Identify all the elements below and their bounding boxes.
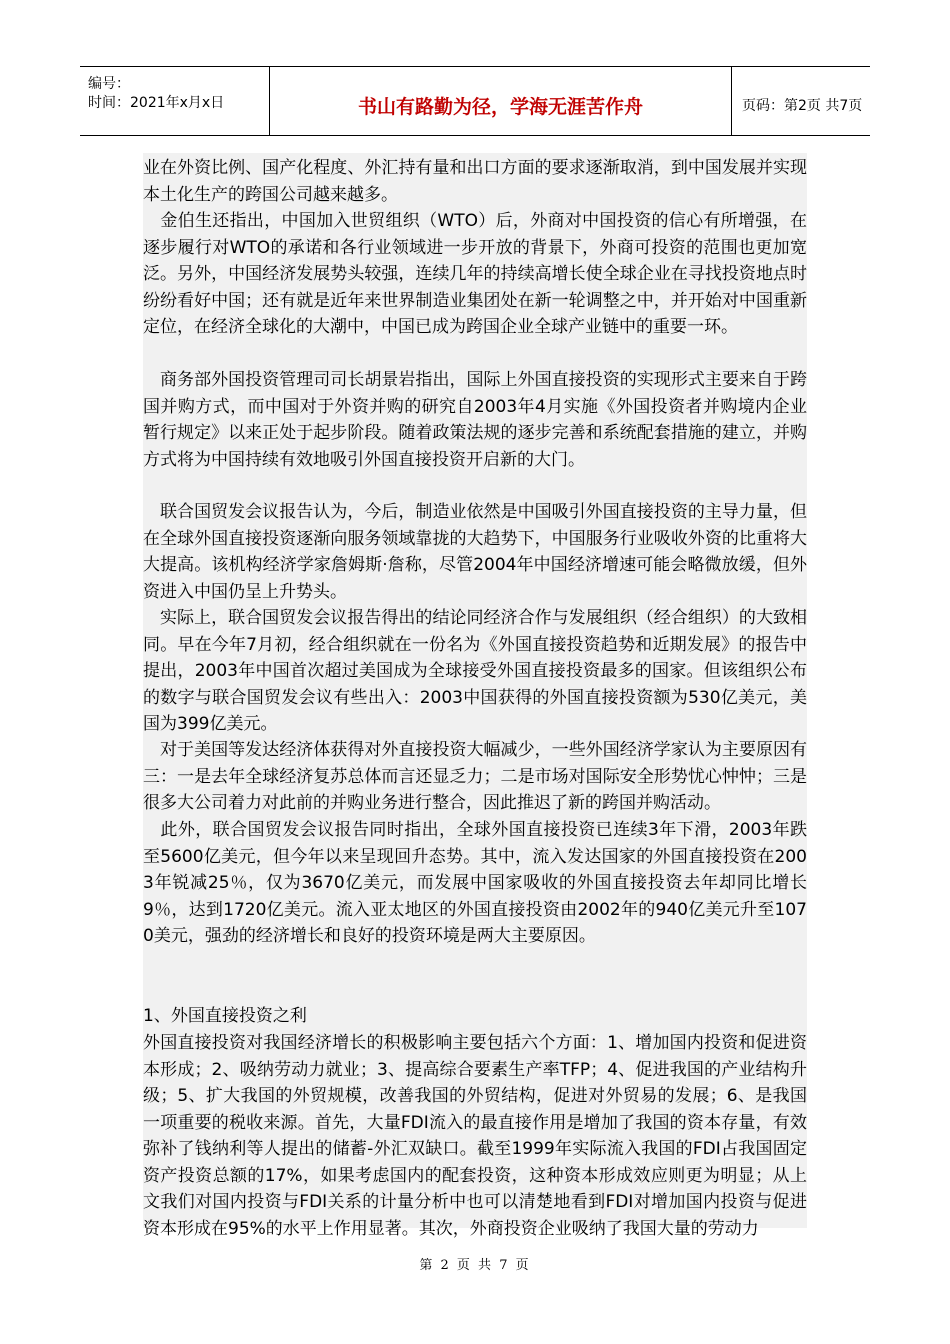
header-motto-cell — [270, 67, 732, 135]
page-header — [80, 66, 870, 136]
page-footer: 第 2 页 共 7 页 — [419, 1258, 531, 1273]
paragraph-3: 商务部外国投资管理司司长胡景岩指出，国际上外国直接投资的实现形式主要来自于跨国并购方式，而中国对于外资并购的研究自2003年4月实施《外国投资者并购境内企业暂行规定》以来正处于起步阶段。随着政策法规的逐步完善和系统配套措施的建立，并购方式将为中国持续有效地吸引外国直接投资开启新的大门。 — [143, 370, 807, 470]
header-left-cell — [80, 67, 270, 135]
motto: 书山有路勤为径，学海无涯苦作舟 — [357, 96, 643, 118]
paragraph-5: 实际上，联合国贸发会议报告得出的结论同经济合作与发展组织（经合组织）的大致相同。早在今年7月初，经合组织就在一份名为《外国直接投资趋势和近期发展》的报告中提出，2003年中国首次超过美国成为全球接受外国直接投资最多的国家。但该组织公布的数字与联合国贸发会议有些出入：2003中国获得的外国直接投资额为530亿美元，美国为399亿美元。 — [143, 608, 807, 734]
paragraph-6: 对于美国等发达经济体获得对外直接投资大幅减少，一些外国经济学家认为主要原因有三：一是去年全球经济复苏总体而言还显乏力；二是市场对国际安全形势忧心忡忡；三是很多大公司着力对此前的并购业务进行整合，因此推迟了新的跨国并购活动。 — [143, 740, 807, 813]
page-info: 页码：第2页 共7页 — [742, 98, 863, 114]
section-heading: 1、外国直接投资之利 — [143, 1006, 307, 1026]
paragraph-7: 此外，联合国贸发会议报告同时指出，全球外国直接投资已连续3年下滑，2003年跌至5600亿美元，但今年以来呈现回升态势。其中，流入发达国家的外国直接投资在2003年锐减25％，仅为3670亿美元，而发展中国家吸收的外国直接投资去年却同比增长9％，达到1720亿美元。流入亚太地区的外国直接投资由2002年的940亿美元升至1070美元，强劲的经济增长和良好的投资环境是两大主要原因。 — [143, 820, 807, 946]
date-line: 时间：2021年x月x日 — [88, 95, 225, 111]
serial-label: 编号： — [88, 76, 130, 92]
body-text — [143, 153, 807, 1239]
header-page-cell — [732, 67, 870, 135]
paragraph-4: 联合国贸发会议报告认为，今后，制造业依然是中国吸引外国直接投资的主导力量，但在全球外国直接投资逐渐向服务领域靠拢的大趋势下，中国服务行业吸收外资的比重将大大提高。该机构经济学家詹姆斯·詹称，尽管2004年中国经济增速可能会略微放缓，但外资进入中国仍呈上升势头。 — [143, 502, 807, 602]
paragraph-8: 外国直接投资对我国经济增长的积极影响主要包括六个方面：1、增加国内投资和促进资本形成；2、吸纳劳动力就业；3、提高综合要素生产率TFP；4、促进我国的产业结构升级；5、扩大我国的外贸规模，改善我国的外贸结构，促进对外贸易的发展；6、是我国一项重要的税收来源。首先，大量FDI流入的最直接作用是增加了我国的资本存量，有效弥补了钱纳利等人提出的储蓄-外汇双缺口。截至1999年实际流入我国的FDI占我国固定资产投资总额的17%，如果考虑国内的配套投资，这种资本形成效应则更为明显；从上文我们对国内投资与FDI关系的计量分析中也可以清楚地看到FDI对增加国内投资与促进资本形成在95%的水平上作用显著。其次，外商投资企业吸纳了我国大量的劳动力 — [143, 1033, 807, 1239]
paragraph-1: 业在外资比例、国产化程度、外汇持有量和出口方面的要求逐渐取消，到中国发展并实现本土化生产的跨国公司越来越多。 — [143, 158, 807, 205]
paragraph-2: 金伯生还指出，中国加入世贸组织（WTO）后，外商对中国投资的信心有所增强，在逐步履行对WTO的承诺和各行业领域进一步开放的背景下，外商可投资的范围也更加宽泛。另外，中国经济发展势头较强，连续几年的持续高增长使全球企业在寻找投资地点时纷纷看好中国；还有就是近年来世界制造业集团处在新一轮调整之中，并开始对中国重新定位，在经济全球化的大潮中，中国已成为跨国企业全球产业链中的重要一环。 — [143, 211, 807, 337]
